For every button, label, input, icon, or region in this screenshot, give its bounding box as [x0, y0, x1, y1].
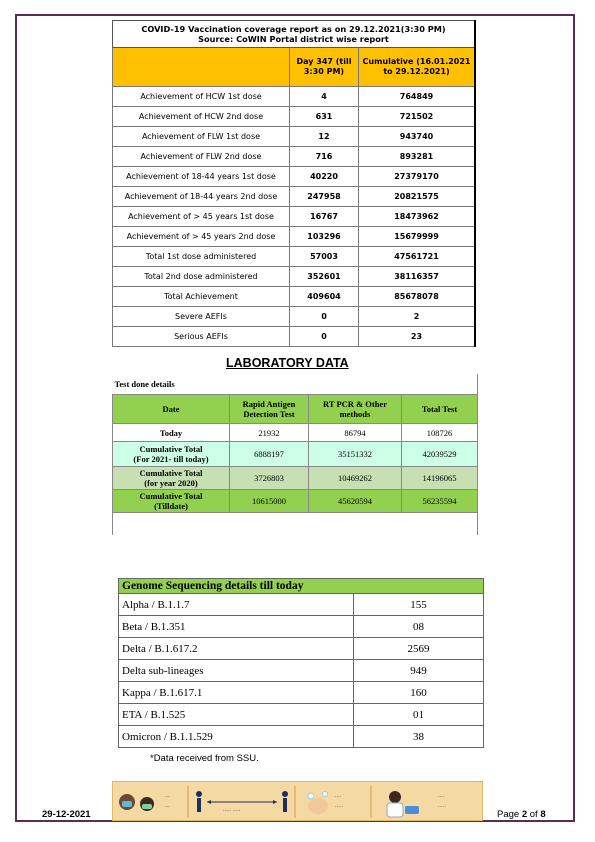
- row-cumulative-value: 47561721: [359, 247, 476, 267]
- genome-label: Alpha / B.1.1.7: [119, 594, 354, 616]
- lab-header-total: Total Test: [402, 395, 478, 424]
- table-row: [119, 638, 484, 660]
- table-row: [113, 467, 478, 490]
- table-row: [113, 187, 476, 207]
- row-cumulative-value: 18473962: [359, 207, 476, 227]
- genome-value: 01: [354, 704, 484, 726]
- row-day-value: 103296: [290, 227, 359, 247]
- table-row: [113, 227, 476, 247]
- row-cumulative-value: 85678078: [359, 287, 476, 307]
- table-row: [119, 594, 484, 616]
- vaccination-title-line1: COVID-19 Vaccination coverage report as on 29.12.2021(3:30 PM): [141, 24, 446, 34]
- svg-text:····· ·····: ····· ·····: [223, 808, 241, 814]
- row-label: Achievement of > 45 years 1st dose: [113, 207, 290, 227]
- row-label: Total 2nd dose administered: [113, 267, 290, 287]
- doctor-icon: [387, 791, 446, 817]
- banner-graphic: [113, 782, 483, 821]
- row-label: Achievement of > 45 years 2nd dose: [113, 227, 290, 247]
- health-advisory-banner: [112, 781, 483, 821]
- genome-value: 38: [354, 726, 484, 748]
- table-row: [113, 287, 476, 307]
- table-row: [113, 107, 476, 127]
- header-day-line2: 3:30 PM): [303, 67, 345, 76]
- row-day-value: 352601: [290, 267, 359, 287]
- row-cumulative-value: 27379170: [359, 167, 476, 187]
- row-label: Total 1st dose administered: [113, 247, 290, 267]
- vaccination-rows: [113, 87, 476, 347]
- lab-rapid-value: 3726803: [230, 467, 309, 490]
- row-label: Total Achievement: [113, 287, 290, 307]
- genome-label: Beta / B.1.351: [119, 616, 354, 638]
- svg-text:····: ····: [438, 794, 445, 800]
- row-day-value: 631: [290, 107, 359, 127]
- table-row: [113, 307, 476, 327]
- table-row: [113, 247, 476, 267]
- genome-label: Delta sub-lineages: [119, 660, 354, 682]
- lab-rapid-value: 6888197: [230, 442, 309, 467]
- lab-blank-cell: [113, 513, 230, 536]
- svg-text:···: ···: [165, 794, 170, 800]
- vaccination-table: [112, 20, 476, 347]
- lab-header-rapid-line1: Rapid Antigen: [242, 399, 296, 409]
- genome-value: 155: [354, 594, 484, 616]
- row-cumulative-value: 20821575: [359, 187, 476, 207]
- genome-header-row: [119, 579, 484, 594]
- lab-header-date: Date: [113, 395, 230, 424]
- footer-date: 29-12-2021: [42, 809, 91, 820]
- vaccination-header-cumulative: [359, 48, 476, 87]
- lab-row-label-line2: (Tilldate): [154, 501, 188, 511]
- header-day-line1: Day 347 (till: [296, 57, 352, 66]
- vaccination-title: [113, 21, 476, 48]
- lab-row-label-line1: Cumulative Total: [139, 491, 203, 501]
- table-row: [113, 207, 476, 227]
- table-row: [113, 442, 478, 467]
- table-row: [113, 87, 476, 107]
- lab-header-rtpcr-line1: RT PCR & Other: [323, 399, 387, 409]
- lab-header-rapid: [230, 395, 309, 424]
- row-day-value: 409604: [290, 287, 359, 307]
- lab-caption-spacer: [402, 374, 478, 395]
- row-day-value: 0: [290, 307, 359, 327]
- table-row: [113, 424, 478, 442]
- genome-value: 949: [354, 660, 484, 682]
- lab-row-label: [113, 442, 230, 467]
- vaccination-title-line2: Source: CoWIN Portal district wise report: [198, 34, 389, 44]
- row-label: Achievement of 18-44 years 2nd dose: [113, 187, 290, 207]
- table-row: [119, 616, 484, 638]
- genome-label: Omicron / B.1.1.529: [119, 726, 354, 748]
- lab-header-rapid-line2: Detection Test: [243, 409, 295, 419]
- lab-total-value: 108726: [402, 424, 478, 442]
- header-cum-line1: Cumulative (16.01.2021: [362, 57, 471, 66]
- table-row: [119, 726, 484, 748]
- table-row: [113, 147, 476, 167]
- row-day-value: 0: [290, 327, 359, 347]
- lab-caption: Test done details: [113, 374, 309, 395]
- lab-caption-row: [113, 374, 478, 395]
- lab-heading: LABORATORY DATA: [226, 356, 349, 370]
- lab-rtpcr-value: 86794: [309, 424, 402, 442]
- row-label: Achievement of FLW 1st dose: [113, 127, 290, 147]
- row-cumulative-value: 23: [359, 327, 476, 347]
- genome-note: *Data received from SSU.: [150, 753, 259, 764]
- row-cumulative-value: 38116357: [359, 267, 476, 287]
- row-day-value: 12: [290, 127, 359, 147]
- lab-total-value: 42039529: [402, 442, 478, 467]
- table-row: [119, 660, 484, 682]
- lab-rtpcr-value: 10469262: [309, 467, 402, 490]
- genome-table: [118, 578, 484, 748]
- row-cumulative-value: 721502: [359, 107, 476, 127]
- table-row: [113, 490, 478, 513]
- row-cumulative-value: 2: [359, 307, 476, 327]
- lab-rapid-value: 10615000: [230, 490, 309, 513]
- lab-row-label-line2: (for year 2020): [144, 478, 198, 488]
- lab-header-rtpcr: [309, 395, 402, 424]
- lab-blank-cell: [230, 513, 309, 536]
- genome-label: Kappa / B.1.617.1: [119, 682, 354, 704]
- lab-row-label: Today: [113, 424, 230, 442]
- vaccination-header-blank: [113, 48, 290, 87]
- handwash-icon: [308, 792, 343, 815]
- genome-value: 2569: [354, 638, 484, 660]
- genome-label: ETA / B.1.525: [119, 704, 354, 726]
- lab-total-value: 14196065: [402, 467, 478, 490]
- lab-rapid-value: 21932: [230, 424, 309, 442]
- row-day-value: 4: [290, 87, 359, 107]
- row-day-value: 57003: [290, 247, 359, 267]
- row-label: Achievement of FLW 2nd dose: [113, 147, 290, 167]
- mask-icon: [119, 794, 170, 811]
- lab-caption-spacer: [309, 374, 402, 395]
- svg-text:····: ····: [335, 794, 342, 800]
- table-row: [113, 327, 476, 347]
- row-label: Achievement of 18-44 years 1st dose: [113, 167, 290, 187]
- table-row: [119, 704, 484, 726]
- lab-rtpcr-value: 45620594: [309, 490, 402, 513]
- genome-label: Delta / B.1.617.2: [119, 638, 354, 660]
- row-cumulative-value: 893281: [359, 147, 476, 167]
- table-row: [113, 167, 476, 187]
- lab-total-value: 56235594: [402, 490, 478, 513]
- row-day-value: 247958: [290, 187, 359, 207]
- lab-row-label: [113, 490, 230, 513]
- lab-row-label: [113, 467, 230, 490]
- genome-value: 160: [354, 682, 484, 704]
- svg-text:·····: ·····: [438, 804, 446, 810]
- row-label: Severe AEFIs: [113, 307, 290, 327]
- row-day-value: 716: [290, 147, 359, 167]
- lab-blank-cell: [402, 513, 478, 536]
- lab-row-label-line2: (For 2021- till today): [133, 454, 209, 464]
- header-cum-line2: to 29.12.2021): [383, 67, 450, 76]
- svg-text:···: ···: [165, 804, 170, 810]
- lab-rtpcr-value: 35151332: [309, 442, 402, 467]
- row-cumulative-value: 15679999: [359, 227, 476, 247]
- genome-value: 08: [354, 616, 484, 638]
- row-cumulative-value: 764849: [359, 87, 476, 107]
- table-row: [113, 267, 476, 287]
- svg-text:·····: ·····: [335, 804, 343, 810]
- lab-blank-row: [113, 513, 478, 536]
- genome-heading: Genome Sequencing details till today: [119, 579, 484, 594]
- row-day-value: 16767: [290, 207, 359, 227]
- row-cumulative-value: 943740: [359, 127, 476, 147]
- lab-row-label-line1: Cumulative Total: [139, 444, 203, 454]
- lab-header-row: [113, 395, 478, 424]
- footer-page-number: Page 2 of 8: [497, 809, 546, 820]
- row-label: Achievement of HCW 2nd dose: [113, 107, 290, 127]
- row-day-value: 40220: [290, 167, 359, 187]
- lab-table: [112, 374, 478, 535]
- table-row: [119, 682, 484, 704]
- row-label: Achievement of HCW 1st dose: [113, 87, 290, 107]
- row-label: Serious AEFIs: [113, 327, 290, 347]
- lab-row-label-line1: Cumulative Total: [139, 468, 203, 478]
- lab-blank-cell: [309, 513, 402, 536]
- table-row: [113, 127, 476, 147]
- lab-header-rtpcr-line2: methods: [339, 409, 371, 419]
- vaccination-header-day: [290, 48, 359, 87]
- distance-icon: [196, 791, 288, 814]
